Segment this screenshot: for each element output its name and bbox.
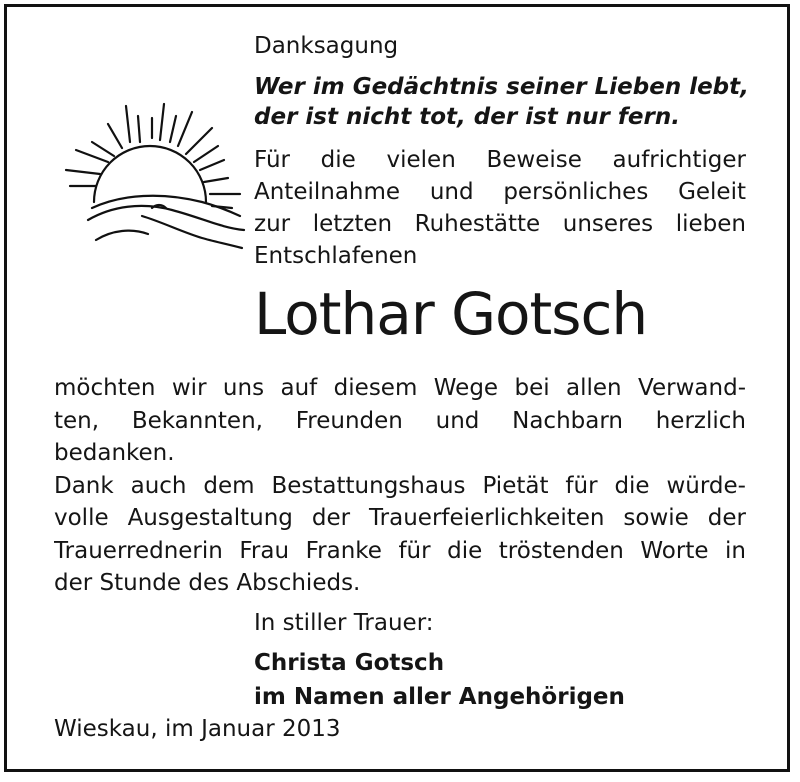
sunset-over-hills-icon	[52, 98, 248, 266]
intro-line: zur letzten Ruhestätte unseres lieben	[254, 211, 746, 237]
intro-line: Anteilnahme und persönliches Geleit	[254, 179, 746, 205]
mourning-label: In stiller Trauer:	[254, 610, 434, 636]
body-line: der Stunde des Abschieds.	[54, 570, 361, 596]
place-date: Wieskau, im Januar 2013	[54, 716, 341, 742]
thanks-paragraph	[54, 372, 746, 600]
signer-block	[254, 646, 625, 714]
body-line: bedanken.	[54, 440, 175, 466]
body-line: volle Ausgestaltung der Trauerfeierlichkeiten sowie der	[54, 505, 746, 531]
signer-relation: im Namen aller Angehörigen	[254, 684, 625, 710]
deceased-name: Lothar Gotsch	[254, 280, 648, 348]
quote-line: Wer im Gedächtnis seiner Lieben lebt,	[254, 74, 749, 100]
intro-line: Entschlafenen	[254, 243, 418, 269]
signer-name: Christa Gotsch	[254, 650, 445, 676]
notice-heading: Danksagung	[254, 33, 399, 59]
intro-line: Für die vielen Beweise aufrichtiger	[254, 147, 746, 173]
intro-paragraph	[254, 144, 746, 272]
body-line: möchten wir uns auf diesem Wege bei allen Verwand-	[54, 375, 746, 401]
quote-line: der ist nicht tot, der ist nur fern.	[254, 104, 680, 130]
body-line: Dank auch dem Bestattungshaus Pietät für die würde-	[54, 472, 746, 499]
memorial-quote	[254, 72, 749, 132]
body-line: ten, Bekannten, Freunden und Nachbarn herzlich	[54, 407, 746, 434]
body-line: Trauerrednerin Frau Franke für die tröstenden Worte in	[54, 537, 746, 564]
